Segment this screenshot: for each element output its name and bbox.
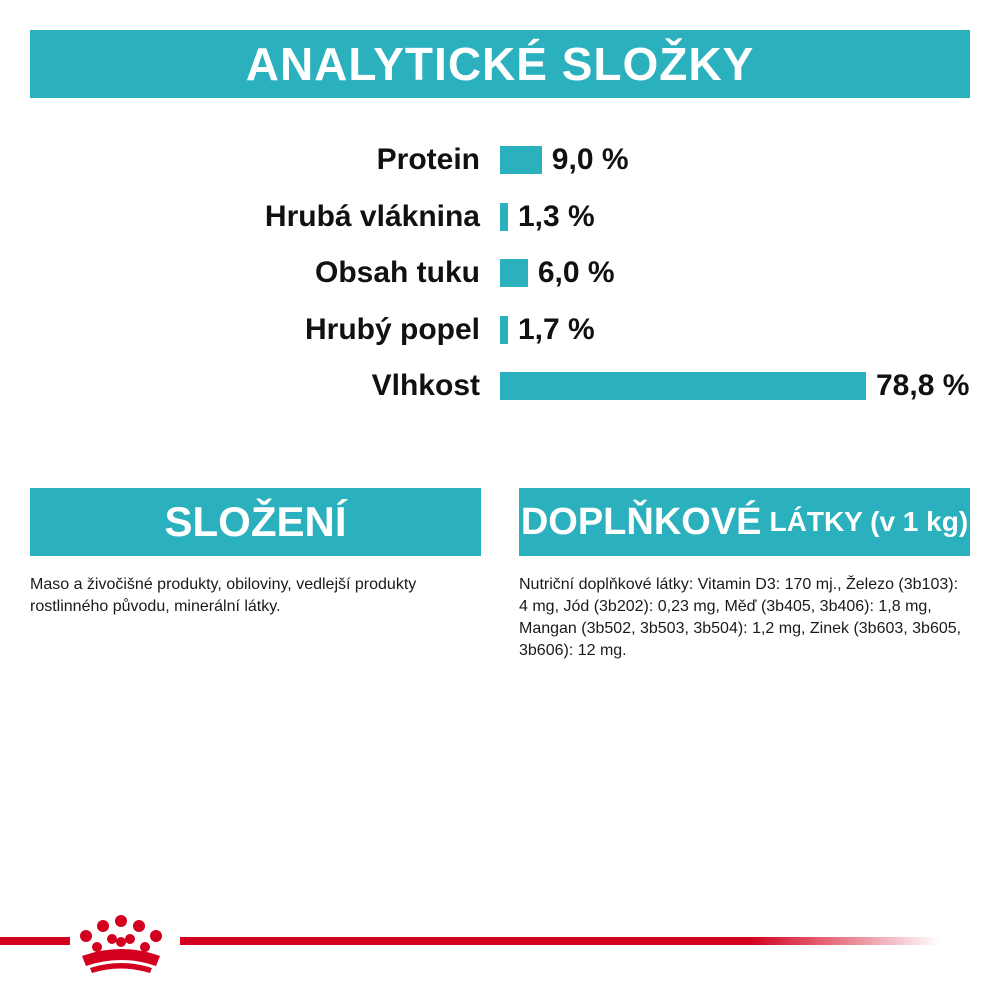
royal-crown-icon xyxy=(68,912,174,976)
bar-value-label: 9,0 % xyxy=(551,143,629,176)
bar-category-label: Protein xyxy=(376,143,480,176)
bar-value-label: 1,7 % xyxy=(518,312,595,346)
bar-category-label: Hrubý popel xyxy=(304,312,480,346)
composition-text: Maso a živočišné produkty, obiloviny, vedlejší produkty rostlinného původu, minerální látky. xyxy=(30,576,417,615)
bar-category-label: Vlhkost xyxy=(371,369,480,402)
footer-red-line-left xyxy=(0,937,70,945)
bar-category-label: Obsah tuku xyxy=(314,256,480,289)
composition-title: SLOŽENÍ xyxy=(164,498,347,545)
bar xyxy=(500,316,508,344)
bar-category-label: Hrubá vláknina xyxy=(264,199,480,233)
footer-red-line-right xyxy=(180,937,940,945)
analysis-title: ANALYTICKÉ SLOŽKY xyxy=(245,38,755,90)
bar-value-label: 1,3 % xyxy=(518,199,595,233)
additives-banner xyxy=(519,488,970,556)
bar xyxy=(500,146,542,174)
bar xyxy=(500,372,866,400)
bar xyxy=(500,259,528,287)
additives-text: Nutriční doplňkové látky: Vitamin D3: 170 mj., Železo (3b103): 4 mg, Jód (3b202): 0,23 mg, Měď (3b405, 3b406): 1,8 mg, Mangan (3b502, 3b503, 3b504): 1,2 mg, Zinek (3b603, 3b605, 3b606): 12 mg. xyxy=(519,576,962,659)
additives-title-main: DOPLŇKOVÉ xyxy=(520,500,762,543)
additives-title-sub: LÁTKY (v 1 kg) xyxy=(769,506,969,537)
bar-value-label: 78,8 % xyxy=(876,369,970,402)
analysis-banner xyxy=(30,30,970,98)
composition-banner xyxy=(30,488,481,556)
bar-value-label: 6,0 % xyxy=(537,256,615,289)
bar xyxy=(500,203,508,231)
